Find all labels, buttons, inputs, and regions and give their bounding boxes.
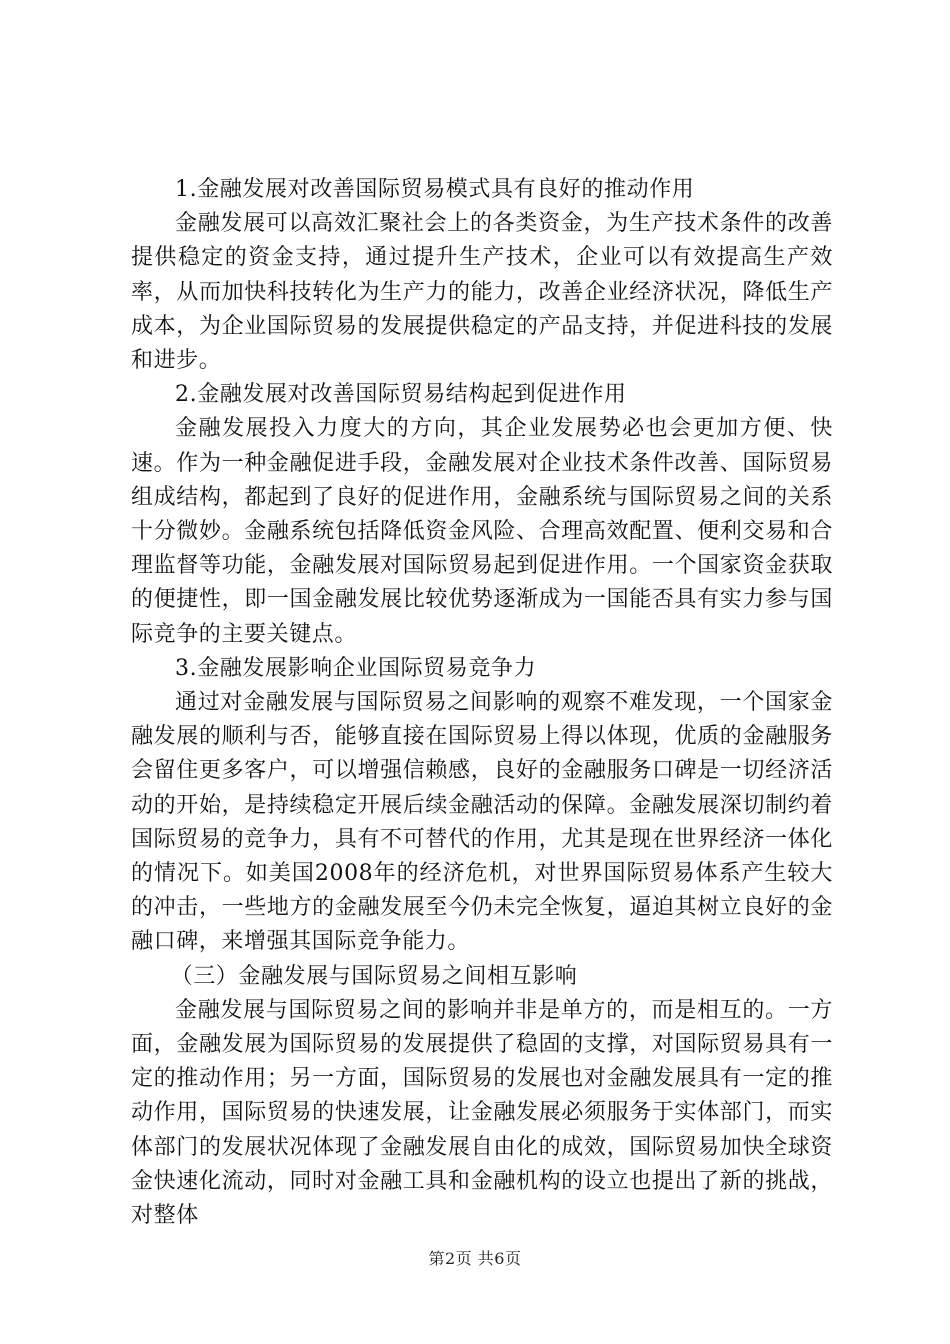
section-heading-2: 2.金融发展对改善国际贸易结构起到促进作用 xyxy=(175,382,627,408)
paragraph-3: 通过对金融发展与国际贸易之间影响的观察不难发现，一个国家金融发展的顺利与否，能够直接在国际贸易上得以体现，优质的金融服务会留住更多客户，可以增强信赖感，良好的金融服务口碑是一切经济活动的开始，是持续稳定开展后续金融活动的保障。金融发展深切制约着国际贸易的竞争力，具有不可替代的作用，尤其是现在世界经济一体化的情况下。如美国2008年的经济危机，对世界国际贸易体系产生较大的冲击，一些地方的金融发展至今仍未完全恢复，逼迫其树立良好的金融口碑，来增强其国际竞争能力。 xyxy=(131,690,833,955)
paragraph-4: 金融发展与国际贸易之间的影响并非是单方的，而是相互的。一方面，金融发展为国际贸易的发展提供了稳固的支撑，对国际贸易具有一定的推动作用；另一方面，国际贸易的发展也对金融发展具有一定的推动作用，国际贸易的快速发展，让金融发展必须服务于实体部门，而实体部门的发展状况体现了金融发展自由化的成效，国际贸易加快全球资金快速化流动，同时对金融工具和金融机构的设立也提出了新的挑战，对整体 xyxy=(131,997,833,1229)
document-body xyxy=(131,173,833,1233)
paragraph-1: 金融发展可以高效汇聚社会上的各类资金，为生产技术条件的改善提供稳定的资金支持，通过提升生产技术，企业可以有效提高生产效率，从而加快科技转化为生产力的能力，改善企业经济状况，降低生产成本，为企业国际贸易的发展提供稳定的产品支持，并促进科技的发展和进步。 xyxy=(131,211,833,374)
section-heading-1: 1.金融发展对改善国际贸易模式具有良好的推动作用 xyxy=(175,177,695,202)
section-heading-part-3: （三）金融发展与国际贸易之间相互影响 xyxy=(170,963,578,989)
section-heading-3: 3.金融发展影响企业国际贸易竞争力 xyxy=(175,655,537,681)
page-number-footer: 第2页 共6页 xyxy=(428,1249,522,1268)
paragraph-2: 金融发展投入力度大的方向，其企业发展势必也会更加方便、快速。作为一种金融促进手段，金融发展对企业技术条件改善、国际贸易组成结构，都起到了良好的促进作用，金融系统与国际贸易之间的关系十分微妙。金融系统包括降低资金风险、合理高效配置、便利交易和合理监督等功能，金融发展对国际贸易起到促进作用。一个国家资金获取的便捷性，即一国金融发展比较优势逐渐成为一国能否具有实力参与国际竞争的主要关键点。 xyxy=(131,416,833,647)
